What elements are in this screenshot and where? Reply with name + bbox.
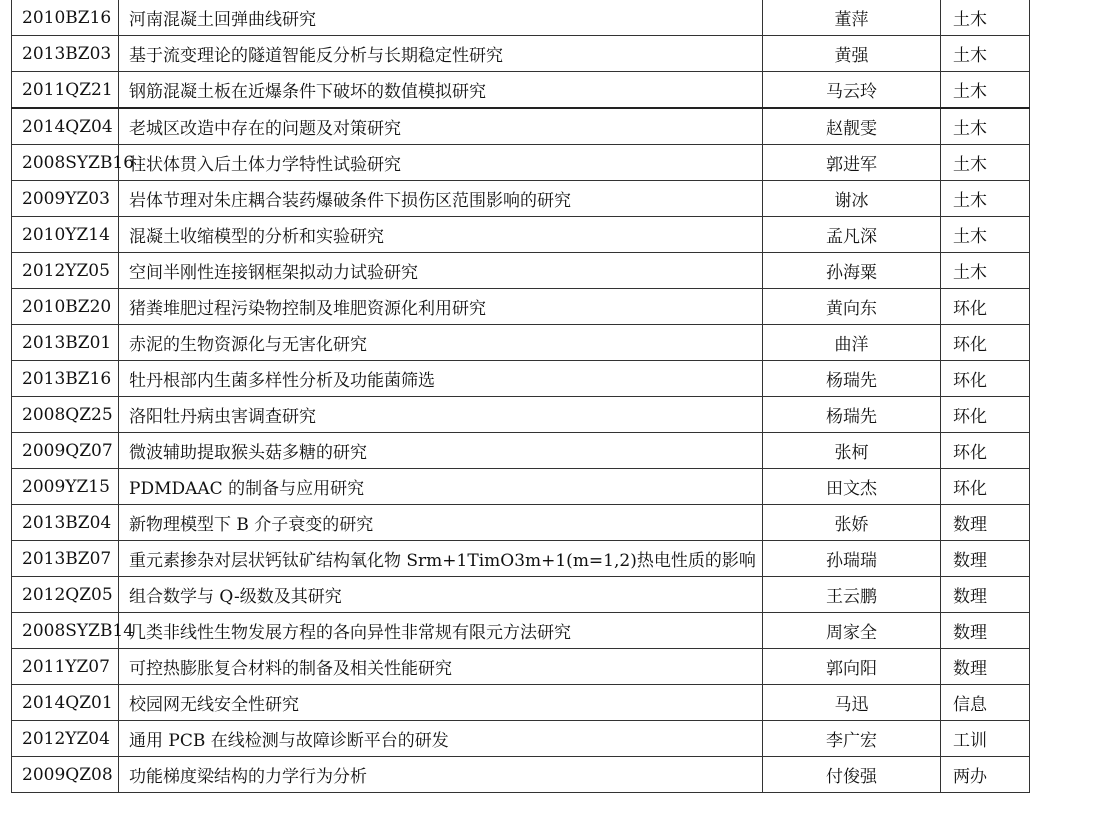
- project-title-cell: 洛阳牡丹病虫害调查研究: [119, 397, 763, 433]
- project-leader-cell: 田文杰: [763, 469, 941, 505]
- project-title-cell: 组合数学与 Q-级数及其研究: [119, 577, 763, 613]
- project-code-cell: 2014QZ04: [12, 108, 119, 145]
- table-row: [12, 72, 1030, 109]
- project-code-cell: 2012YZ04: [12, 721, 119, 757]
- table-row: [12, 649, 1030, 685]
- project-title-cell: 牡丹根部内生菌多样性分析及功能菌筛选: [119, 361, 763, 397]
- project-title-cell: 基于流变理论的隧道智能反分析与长期稳定性研究: [119, 36, 763, 72]
- project-code-cell: 2008QZ25: [12, 397, 119, 433]
- project-leader-cell: 谢冰: [763, 181, 941, 217]
- department-cell: 土木: [941, 145, 1030, 181]
- department-cell: 环化: [941, 325, 1030, 361]
- department-cell: 土木: [941, 253, 1030, 289]
- table-row: [12, 289, 1030, 325]
- project-leader-cell: 孙瑞瑞: [763, 541, 941, 577]
- project-leader-cell: 马云玲: [763, 72, 941, 109]
- project-leader-cell: 付俊强: [763, 757, 941, 793]
- project-code-cell: 2011QZ21: [12, 72, 119, 109]
- table-row: [12, 36, 1030, 72]
- project-title-cell: 河南混凝土回弹曲线研究: [119, 0, 763, 36]
- project-code-cell: 2010BZ20: [12, 289, 119, 325]
- project-title-cell: 混凝土收缩模型的分析和实验研究: [119, 217, 763, 253]
- department-cell: 环化: [941, 469, 1030, 505]
- project-code-cell: 2013BZ03: [12, 36, 119, 72]
- project-leader-cell: 周家全: [763, 613, 941, 649]
- table-row: [12, 613, 1030, 649]
- table-row: [12, 397, 1030, 433]
- project-code-cell: 2011YZ07: [12, 649, 119, 685]
- project-table: [11, 0, 1030, 793]
- table-row: [12, 0, 1030, 36]
- project-leader-cell: 黄向东: [763, 289, 941, 325]
- department-cell: 土木: [941, 181, 1030, 217]
- project-title-cell: 钢筋混凝土板在近爆条件下破坏的数值模拟研究: [119, 72, 763, 109]
- table-row: [12, 505, 1030, 541]
- department-cell: 土木: [941, 217, 1030, 253]
- table-row: [12, 757, 1030, 793]
- project-leader-cell: 郭向阳: [763, 649, 941, 685]
- project-title-cell: 空间半刚性连接钢框架拟动力试验研究: [119, 253, 763, 289]
- project-code-cell: 2010YZ14: [12, 217, 119, 253]
- department-cell: 土木: [941, 0, 1030, 36]
- project-title-cell: 岩体节理对朱庄耦合装药爆破条件下损伤区范围影响的研究: [119, 181, 763, 217]
- project-code-cell: 2013BZ01: [12, 325, 119, 361]
- project-title-cell: 柱状体贯入后土体力学特性试验研究: [119, 145, 763, 181]
- project-code-cell: 2009YZ15: [12, 469, 119, 505]
- department-cell: 土木: [941, 72, 1030, 109]
- project-title-cell: 校园网无线安全性研究: [119, 685, 763, 721]
- project-leader-cell: 张娇: [763, 505, 941, 541]
- table-row: [12, 253, 1030, 289]
- project-code-cell: 2012QZ05: [12, 577, 119, 613]
- department-cell: 信息: [941, 685, 1030, 721]
- table-row: [12, 541, 1030, 577]
- project-table-body: [12, 0, 1030, 793]
- table-row: [12, 181, 1030, 217]
- department-cell: 环化: [941, 289, 1030, 325]
- project-code-cell: 2008SYZB14: [12, 613, 119, 649]
- project-title-cell: 老城区改造中存在的问题及对策研究: [119, 108, 763, 145]
- department-cell: 土木: [941, 36, 1030, 72]
- table-row: [12, 433, 1030, 469]
- table-row: [12, 361, 1030, 397]
- project-code-cell: 2009QZ08: [12, 757, 119, 793]
- department-cell: 两办: [941, 757, 1030, 793]
- project-code-cell: 2010BZ16: [12, 0, 119, 36]
- project-leader-cell: 张柯: [763, 433, 941, 469]
- project-code-cell: 2013BZ16: [12, 361, 119, 397]
- project-code-cell: 2009YZ03: [12, 181, 119, 217]
- table-row: [12, 577, 1030, 613]
- project-leader-cell: 李广宏: [763, 721, 941, 757]
- project-leader-cell: 杨瑞先: [763, 397, 941, 433]
- project-leader-cell: 赵靓雯: [763, 108, 941, 145]
- project-leader-cell: 董萍: [763, 0, 941, 36]
- department-cell: 环化: [941, 361, 1030, 397]
- table-row: [12, 217, 1030, 253]
- project-code-cell: 2014QZ01: [12, 685, 119, 721]
- project-leader-cell: 郭进军: [763, 145, 941, 181]
- department-cell: 数理: [941, 541, 1030, 577]
- project-title-cell: 几类非线性生物发展方程的各向异性非常规有限元方法研究: [119, 613, 763, 649]
- department-cell: 数理: [941, 577, 1030, 613]
- project-leader-cell: 孟凡深: [763, 217, 941, 253]
- department-cell: 环化: [941, 433, 1030, 469]
- table-row: [12, 325, 1030, 361]
- project-code-cell: 2013BZ07: [12, 541, 119, 577]
- department-cell: 数理: [941, 613, 1030, 649]
- project-leader-cell: 马迅: [763, 685, 941, 721]
- department-cell: 数理: [941, 649, 1030, 685]
- table-row: [12, 145, 1030, 181]
- department-cell: 工训: [941, 721, 1030, 757]
- project-leader-cell: 黄强: [763, 36, 941, 72]
- project-code-cell: 2013BZ04: [12, 505, 119, 541]
- project-leader-cell: 孙海粟: [763, 253, 941, 289]
- project-code-cell: 2009QZ07: [12, 433, 119, 469]
- project-code-cell: 2012YZ05: [12, 253, 119, 289]
- department-cell: 数理: [941, 505, 1030, 541]
- project-title-cell: 新物理模型下 B 介子衰变的研究: [119, 505, 763, 541]
- project-leader-cell: 杨瑞先: [763, 361, 941, 397]
- table-row: [12, 108, 1030, 145]
- table-row: [12, 721, 1030, 757]
- project-title-cell: 功能梯度梁结构的力学行为分析: [119, 757, 763, 793]
- project-title-cell: 赤泥的生物资源化与无害化研究: [119, 325, 763, 361]
- table-row: [12, 469, 1030, 505]
- project-title-cell: 可控热膨胀复合材料的制备及相关性能研究: [119, 649, 763, 685]
- project-title-cell: 微波辅助提取猴头菇多糖的研究: [119, 433, 763, 469]
- project-leader-cell: 王云鹏: [763, 577, 941, 613]
- department-cell: 土木: [941, 108, 1030, 145]
- project-code-cell: 2008SYZB16: [12, 145, 119, 181]
- project-title-cell: 重元素掺杂对层状钙钛矿结构氧化物 Srm+1TimO3m+1(m=1,2)热电性质的影响: [119, 541, 763, 577]
- table-row: [12, 685, 1030, 721]
- department-cell: 环化: [941, 397, 1030, 433]
- project-title-cell: 猪粪堆肥过程污染物控制及堆肥资源化利用研究: [119, 289, 763, 325]
- project-title-cell: PDMDAAC 的制备与应用研究: [119, 469, 763, 505]
- project-leader-cell: 曲洋: [763, 325, 941, 361]
- project-title-cell: 通用 PCB 在线检测与故障诊断平台的研发: [119, 721, 763, 757]
